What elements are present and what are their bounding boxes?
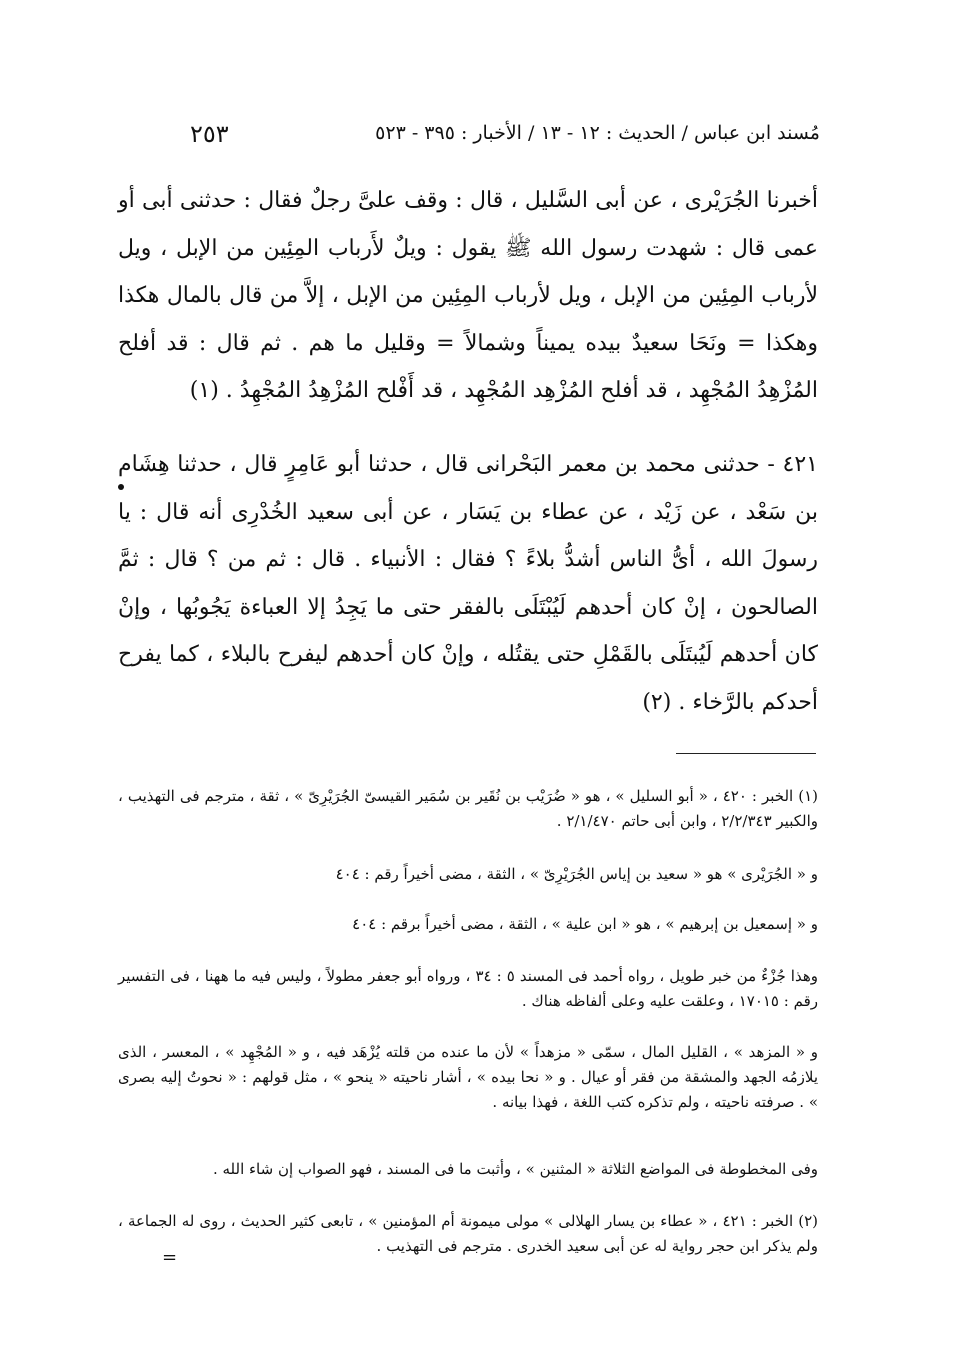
- margin-dot: [118, 484, 124, 490]
- footnote-text: وهذا جُزْءٌ من خبر طويل ، رواه أحمد فى المسند ٥ : ٣٤ ، ورواه أبو جعفر مطولاً ، وليس فيه ما ههنا ، فى التفسير رقم : ١٧٠١٥ ، وعلقت عليه وعلى ألفاظه هناك .: [118, 967, 819, 1010]
- footnote-1: [118, 784, 818, 834]
- footnote-separator: [676, 753, 816, 754]
- footnote-ismail: [118, 912, 818, 937]
- footnote-jurayri: [118, 862, 818, 887]
- continuation-mark: =: [162, 1247, 178, 1268]
- main-paragraph-2: [118, 441, 818, 727]
- footnote-source: [118, 964, 818, 1014]
- page-number: ٢٥٣: [190, 120, 229, 148]
- main-paragraph-1: [118, 177, 818, 415]
- footnote-2: [118, 1209, 818, 1259]
- footnote-manuscript: [118, 1157, 818, 1182]
- footnote-vocabulary: [118, 1040, 818, 1115]
- paragraph-text: ٤٢١ - حدثنى محمد بن معمر البَحْرانى قال ، حدثنا أبو عَامِرٍ قال ، حدثنا هِشَام بن سَعْد ، عن زَيْد ، عن عطاء بن يَسَار ، عن أبى سعيد الخُدْرِى أنه قال : يا رسولَ الله ، أىُّ الناس أشدُّ بلاءً ؟ فقال : الأنبياء . قال : ثم من ؟ قال : ثمَّ الصالحون ، إنْ كان أحدهم لَيُبْتَلَى بالفقر حتى ما يَجِدُ إلا العباءة يَجُوبُها ، وإنْ كان أحدهم لَيُبتَلَى بالقَمْلِ حتى يقتُله ، وإنْ كان أحدهم ليفرح بالبلاء ، كما يفرح أحدكم بالرَّخاء . (٢): [118, 452, 818, 715]
- footnote-text: و « إسمعيل بن إبرهيم » ، هو « ابن علية » ، الثقة ، مضى أخيراً برقم : ٤٠٤: [352, 915, 818, 933]
- footnote-text: (١) الخبر : ٤٢٠ ، « أبو السليل » ، هو « ضُرَيْب بن نُقَير بن سُمَير القيسىّ الجُرَيْرِىّ » ، ثقة ، مترجم فى التهذيب ، والكبير ٢/٢/٣٤٣ ، وابن أبى حاتم ٢/١/٤٧٠ .: [118, 787, 819, 830]
- footnote-text: و « الجُرَيْرى » هو « سعيد بن إياس الجُرَيْرِىّ » ، الثقة ، مضى أخيراً رقم : ٤٠٤: [335, 865, 818, 883]
- running-header: [160, 120, 820, 154]
- paragraph-text: أخبرنا الجُرَيْرى ، عن أبى السَّليل ، قال : وقف علىَّ رجلٌ فقال : حدثنى أبى أو عمى قال : شهدت رسول الله ﷺ يقول : ويلٌ لأَرباب المِئِين من الإبل ، ويل لأرباب المِئِين من الإبل ، ويل لأرباب المِئِين من الإبل ، إلاَّ من قال بالمال هكذا وهكذا = ونَحَا سعيدٌ بيده يميناً وشمالاً = وقليل ما هم . ثم قال : قد أفلح المُزْهِدُ المُجْهِد ، قد أفلح المُزْهِد المُجْهِد ، قد أَفْلح المُزْهِدُ المُجْهِدُ . (١): [118, 188, 818, 404]
- footnote-text: و « المزهد » ، القليل المال ، سمّى « مزهداً » لأن ما عنده من قلته يُزْهَد فيه ، و « المُجْهِد » ، المعسر ، الذى يلازمُه الجهد والمشقة من فقر أو عيال . و « نحا بيده » ، أشار ناحيته « ينحو » ، مثل قولهم : « نحوتُ إليه بصرى » . صرفته ناحيته ، ولم تذكره كتب اللغة ، فهذا بيانه .: [118, 1043, 818, 1111]
- running-title: مُسند ابن عباس / الحديث : ١٢ - ١٣ / الأخبار : ٣٩٥ - ٥٢٣: [375, 122, 820, 144]
- footnote-text: وفى المخطوطة فى المواضع الثلاثة « المثنين » ، وأثبت ما فى المسند ، فهو الصواب إن شاء الله .: [212, 1160, 818, 1178]
- footnote-text: (٢) الخبر : ٤٢١ ، « عطاء بن يسار الهلالى » مولى ميمونة أم المؤمنين » ، تابعى كثير الحديث ، روى له الجماعة ، ولم يذكر ابن حجر رواية له عن أبى سعيد الخدرى . مترجم فى التهذيب .: [118, 1212, 819, 1255]
